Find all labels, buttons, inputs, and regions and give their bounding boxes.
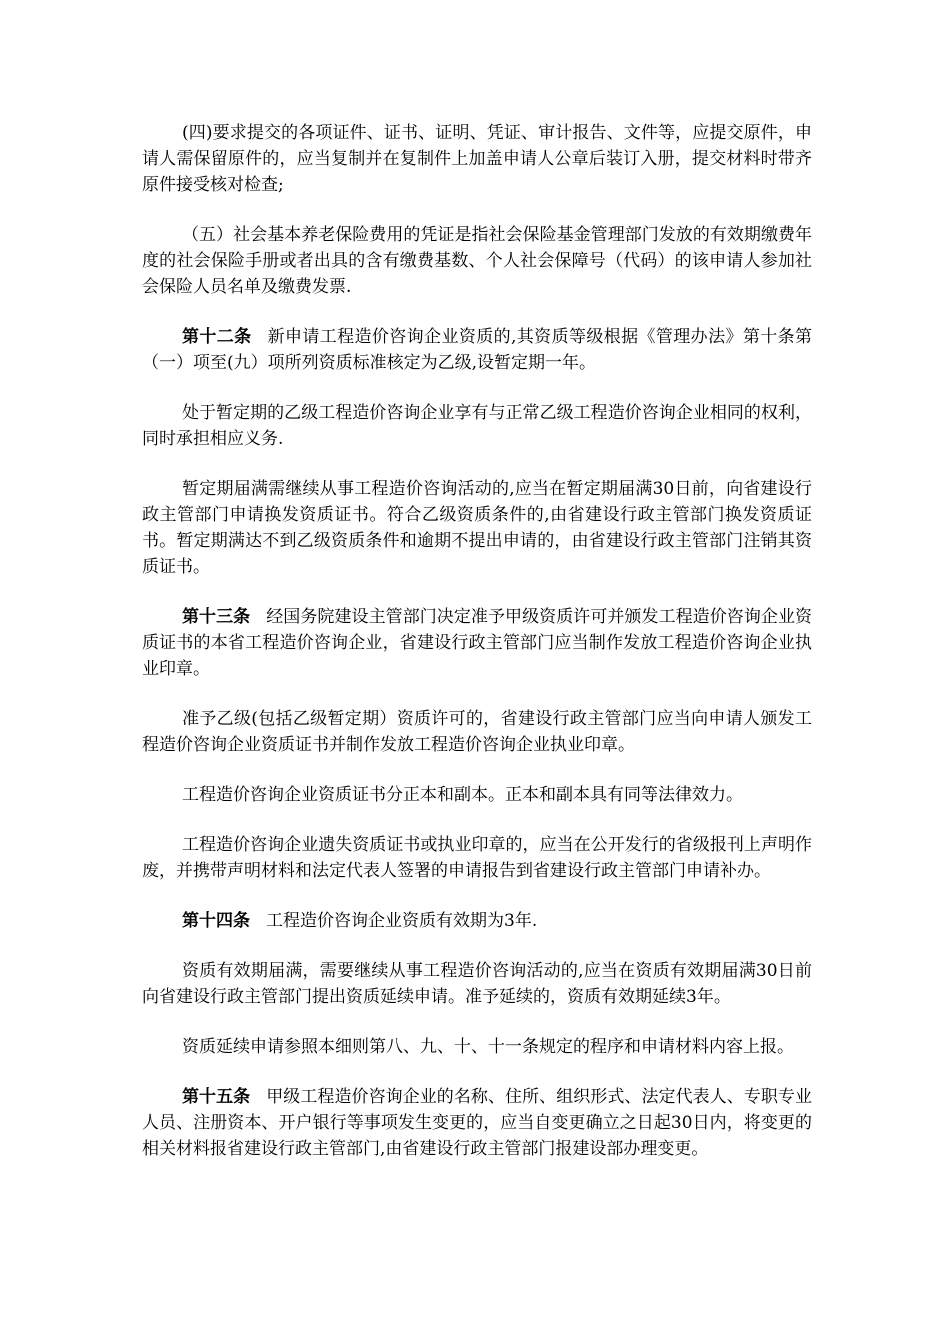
paragraph-text: 经国务院建设主管部门决定准予甲级资质许可并颁发工程造价咨询企业资质证书的本省工程造价咨询企业，省建设行政主管部门应当制作发放工程造价咨询企业执业印章。	[142, 607, 813, 679]
paragraph-text: 新申请工程造价咨询企业资质的,其资质等级根据《管理办法》第十条第（一）项至(九）项所列资质标准核定为乙级,设暂定期一年。	[142, 327, 813, 373]
article-14	[142, 908, 812, 934]
article-heading: 第十二条	[182, 327, 252, 347]
paragraph-text: （五）社会基本养老保险费用的凭证是指社会保险基金管理部门发放的有效期缴费年度的社会保险手册或者出具的含有缴费基数、个人社会保障号（代码）的该申请人参加社会保险人员名单及缴费发票.	[142, 225, 812, 297]
paragraph-text: 资质有效期届满，需要继续从事工程造价咨询活动的,应当在资质有效期届满30日前向省建设行政主管部门提出资质延续申请。准予延续的，资质有效期延续3年。	[142, 961, 812, 1007]
article-heading: 第十五条	[182, 1087, 251, 1107]
paragraph-text: (四)要求提交的各项证件、证书、证明、凭证、审计报告、文件等，应提交原件，申请人需保留原件的，应当复制并在复制件上加盖申请人公章后装订入册，提交材料时带齐原件接受核对检查;	[142, 123, 812, 195]
paragraph-8	[142, 782, 812, 808]
paragraph-text: 处于暂定期的乙级工程造价咨询企业享有与正常乙级工程造价咨询企业相同的权利，同时承担相应义务.	[142, 403, 812, 449]
article-heading: 第十四条	[182, 911, 250, 931]
paragraph-11	[142, 958, 812, 1010]
paragraph-text: 暂定期届满需继续从事工程造价咨询活动的,应当在暂定期届满30日前，向省建设行政主管部门申请换发资质证书。符合乙级资质条件的,由省建设行政主管部门换发资质证书。暂定期满达不到乙级资质条件和逾期不提出申请的，由省建设行政主管部门注销其资质证书。	[142, 479, 812, 577]
paragraph-5	[142, 476, 812, 580]
article-15	[142, 1084, 812, 1162]
paragraph-1	[142, 120, 812, 198]
paragraph-4	[142, 400, 812, 452]
paragraph-text: 甲级工程造价咨询企业的名称、住所、组织形式、法定代表人、专职专业人员、注册资本、开户银行等事项发生变更的，应当自变更确立之日起30日内，将变更的相关材料报省建设行政主管部门,由省建设行政主管部门报建设部办理变更。	[142, 1087, 813, 1159]
article-heading: 第十三条	[182, 607, 251, 627]
paragraph-text: 工程造价咨询企业资质有效期为3年.	[266, 911, 538, 931]
paragraph-12	[142, 1034, 812, 1060]
paragraph-2	[142, 222, 812, 300]
document-page	[142, 120, 812, 1186]
paragraph-7	[142, 706, 812, 758]
paragraph-text: 工程造价咨询企业遗失资质证书或执业印章的，应当在公开发行的省级报刊上声明作废，并携带声明材料和法定代表人签署的申请报告到省建设行政主管部门申请补办。	[142, 835, 812, 881]
article-13	[142, 604, 812, 682]
paragraph-9	[142, 832, 812, 884]
paragraph-text: 准予乙级(包括乙级暂定期）资质许可的，省建设行政主管部门应当向申请人颁发工程造价咨询企业资质证书并制作发放工程造价咨询企业执业印章。	[142, 709, 812, 755]
paragraph-text: 资质延续申请参照本细则第八、九、十、十一条规定的程序和申请材料内容上报。	[182, 1037, 794, 1057]
paragraph-text: 工程造价咨询企业资质证书分正本和副本。正本和副本具有同等法律效力。	[182, 785, 743, 805]
article-12	[142, 324, 812, 376]
